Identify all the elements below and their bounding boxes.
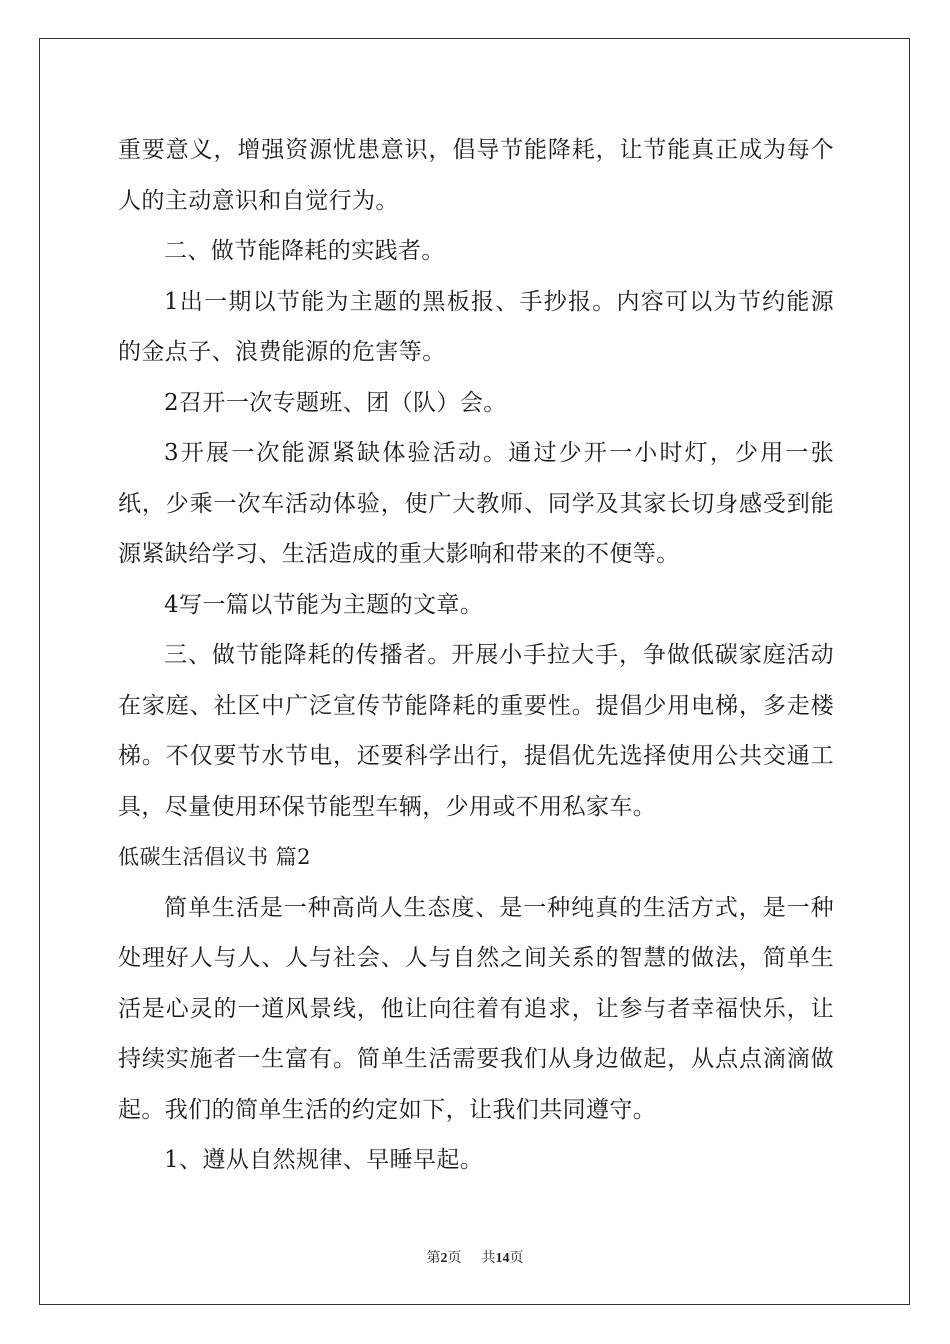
paragraph-continuation: 重要意义，增强资源忧患意识，倡导节能降耗，让节能真正成为每个人的主动意识和自觉行为。 xyxy=(118,137,834,214)
footer-total-suffix: 页 xyxy=(509,1250,524,1266)
paragraph-item-3: 3开展一次能源紧缺体验活动。通过少开一小时灯，少用一张纸，少乘一次车活动体验，使广大教师、同学及其家长切身感受到能源紧缺给学习、生活造成的重大影响和带来的不便等。 xyxy=(118,440,834,567)
footer-page-number: 2 xyxy=(440,1251,448,1266)
footer-page-suffix: 页 xyxy=(447,1250,462,1266)
paragraph-section-three: 三、做节能降耗的传播者。开展小手拉大手，争做低碳家庭活动在家庭、社区中广泛宣传节能降耗的重要性。提倡少用电梯，多走楼梯。不仅要节水节电，还要科学出行，提倡优先选择使用公共交通工具，尽量使用环保节能型车辆，少用或不用私家车。 xyxy=(118,642,834,820)
paragraph-section-two: 二、做节能降耗的实践者。 xyxy=(164,238,445,264)
paragraph-rule-1: 1、遵从自然规律、早睡早起。 xyxy=(164,1147,484,1173)
footer-total-prefix: 共 xyxy=(481,1250,496,1266)
section-heading: 低碳生活倡议书 篇2 xyxy=(118,845,312,869)
page-footer xyxy=(0,1247,950,1267)
paragraph-item-1: 1出一期以节能为主题的黑板报、手抄报。内容可以为节约能源的金点子、浪费能源的危害等。 xyxy=(118,288,834,365)
footer-total-pages: 14 xyxy=(495,1251,510,1266)
document-body xyxy=(118,125,834,1186)
paragraph-simple-life: 简单生活是一种高尚人生态度、是一种纯真的生活方式，是一种处理好人与人、人与社会、人与自然之间关系的智慧的做法，简单生活是心灵的一道风景线，他让向往着有追求，让参与者幸福快乐，让持续实施者一生富有。简单生活需要我们从身边做起，从点点滴滴做起。我们的简单生活的约定如下，让我们共同遵守。 xyxy=(118,894,834,1123)
paragraph-item-4: 4写一篇以节能为主题的文章。 xyxy=(164,591,484,618)
footer-page-prefix: 第 xyxy=(426,1250,441,1266)
paragraph-item-2: 2召开一次专题班、团（队）会。 xyxy=(164,389,507,416)
